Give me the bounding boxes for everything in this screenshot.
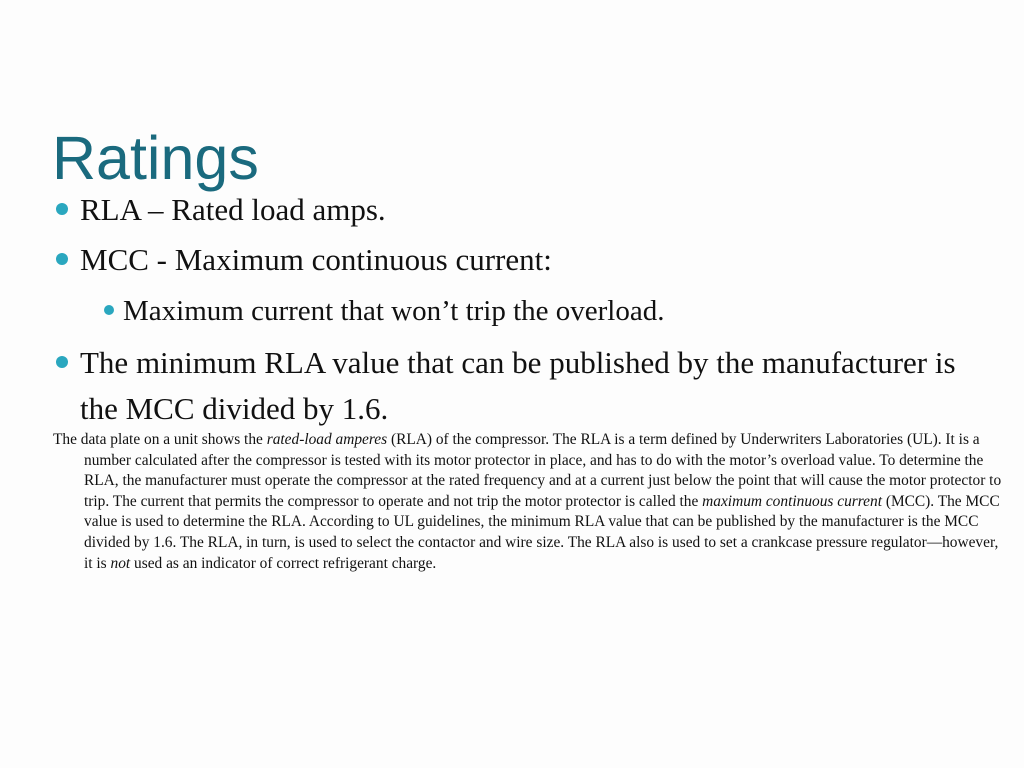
bullet-item xyxy=(56,187,986,233)
notes-text: (MCC). The MCC value is used to determine the RLA. According to UL guidelines, the minimum RLA value that can be published by the manufacturer is the MCC divided by 1.6. The RLA, in turn, is used to select the contactor and wire size. The RLA also is used to set a crankcase pressure regulator—however, it is xyxy=(84,492,1000,572)
slide-title: Ratings xyxy=(52,124,259,192)
bullet-dot-icon xyxy=(104,305,114,315)
bullet-dot-icon xyxy=(56,356,68,368)
notes-emphasis: maximum continuous current xyxy=(702,492,882,510)
notes-emphasis: not xyxy=(110,554,131,572)
bullet-text: RLA – Rated load amps. xyxy=(80,192,386,227)
notes-text: (RLA) of the compressor. The RLA is a term defined by Underwriters Laboratories (UL). It is a number calculated after the compressor is tested with its motor protector in place, and has to do with the motor’s overload value. To determine the RLA, the manufacturer must operate the compressor at the rated frequency and at a current just below the point that will cause the motor protector to trip. The current that permits the compressor to operate and not trip the motor protector is called the xyxy=(84,431,1002,510)
sub-bullet-text: Maximum current that won’t trip the overload. xyxy=(123,295,665,327)
bullet-dot-icon xyxy=(56,203,68,215)
bullet-text: The minimum RLA value that can be published by the manufacturer is the MCC divided by 1.6. xyxy=(80,345,956,426)
bullet-item xyxy=(56,237,986,283)
bullet-text: MCC - Maximum continuous current: xyxy=(80,242,552,277)
bullet-item xyxy=(56,340,956,432)
bullet-dot-icon xyxy=(56,253,68,265)
notes-text: The data plate on a unit shows the xyxy=(53,431,267,448)
notes-emphasis: rated-load amperes xyxy=(266,431,388,448)
notes-paragraph xyxy=(53,430,1004,574)
sub-bullet-item xyxy=(104,291,984,331)
notes-text: used as an indicator of correct refrigerant charge. xyxy=(130,554,437,572)
